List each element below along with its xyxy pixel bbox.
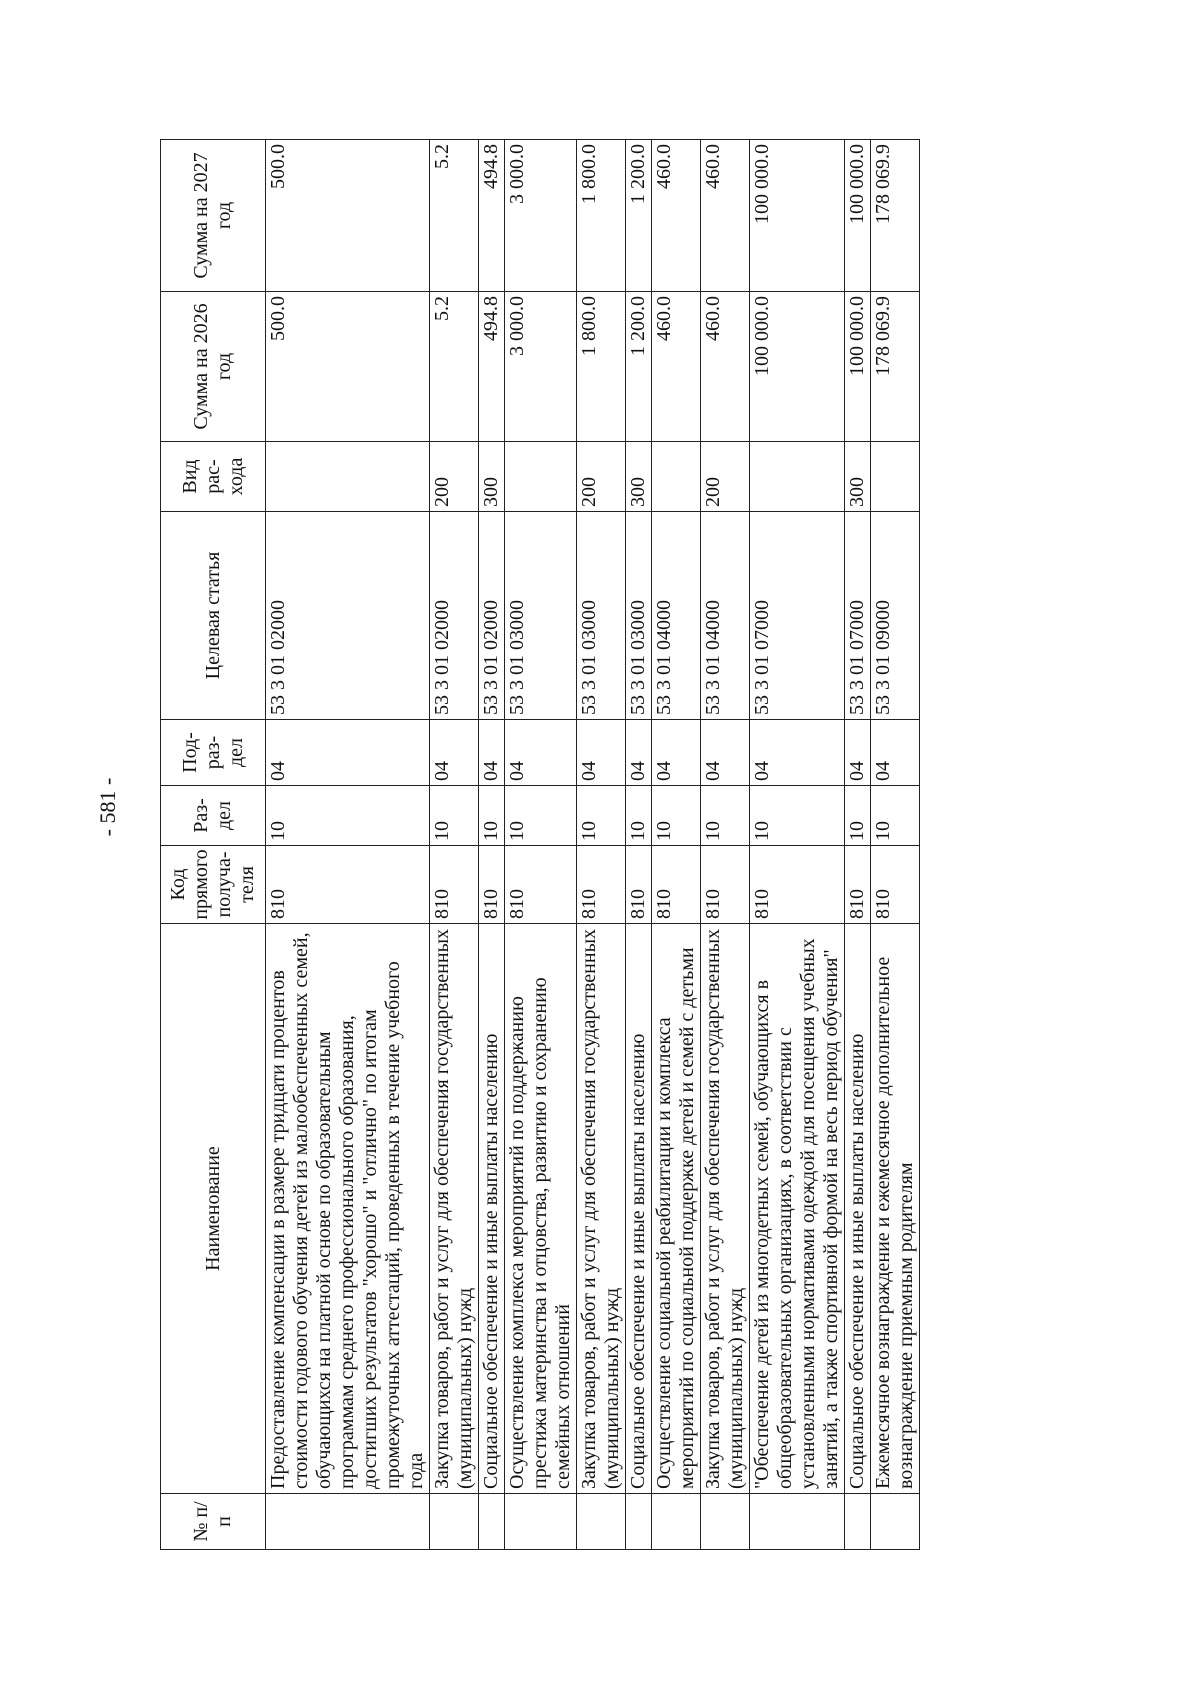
cell-vid (505, 442, 577, 512)
cell-celevaya: 53 3 01 04000 (701, 512, 750, 720)
cell-kod: 810 (430, 846, 479, 924)
header-kod: Код прямого получа-теля (161, 846, 266, 924)
cell-podrazdel: 04 (505, 720, 577, 786)
cell-celevaya: 53 3 01 03000 (577, 512, 626, 720)
cell-name: "Обеспечение детей из многодетных семей, обучающихся в общеобразовательных организациях, в соответствии с установленными нормативами одеждой для посещения учебных занятий, а также спортивной формой на весь период обучения" (750, 924, 845, 1494)
cell-podrazdel: 04 (626, 720, 652, 786)
cell-podrazdel: 04 (577, 720, 626, 786)
budget-table (160, 139, 920, 1550)
header-name: Наименование (161, 924, 266, 1494)
cell-no (479, 1494, 505, 1550)
cell-razdel: 10 (652, 786, 701, 846)
page-number: - 581 - (95, 777, 120, 837)
header-vid: Вид рас-хода (161, 442, 266, 512)
cell-name: Социальное обеспечение и иные выплаты населению (845, 924, 871, 1494)
cell-name: Предоставление компенсации в размере тридцати процентов стоимости годового обучения детей из малообеспеченных семей, обучающихся на платной основе по образовательным программам среднего профессионального образования, достигших результатов "хорошо" и "отлично" по итогам промежуточных аттестаций, проведенных в течение учебного года (266, 924, 430, 1494)
cell-vid (652, 442, 701, 512)
cell-sum-2027: 100 000.0 (750, 140, 845, 292)
table-row (577, 140, 626, 1550)
cell-kod: 810 (626, 846, 652, 924)
cell-no (845, 1494, 871, 1550)
cell-name: Осуществление комплекса мероприятий по поддержанию престижа материнства и отцовства, развитию и сохранению семейных отношений (505, 924, 577, 1494)
cell-razdel: 10 (626, 786, 652, 846)
cell-kod: 810 (750, 846, 845, 924)
cell-razdel: 10 (750, 786, 845, 846)
cell-razdel: 10 (701, 786, 750, 846)
table-row (505, 140, 577, 1550)
cell-vid (750, 442, 845, 512)
cell-razdel: 10 (430, 786, 479, 846)
cell-podrazdel: 04 (871, 720, 920, 786)
cell-sum-2026: 500.0 (266, 292, 430, 442)
cell-vid (266, 442, 430, 512)
cell-vid: 300 (626, 442, 652, 512)
cell-celevaya: 53 3 01 02000 (479, 512, 505, 720)
cell-sum-2026: 3 000.0 (505, 292, 577, 442)
cell-sum-2026: 100 000.0 (845, 292, 871, 442)
cell-vid: 300 (479, 442, 505, 512)
cell-sum-2026: 5.2 (430, 292, 479, 442)
cell-no (750, 1494, 845, 1550)
cell-sum-2026: 178 069.9 (871, 292, 920, 442)
table-row (626, 140, 652, 1550)
cell-name: Закупка товаров, работ и услуг для обеспечения государственных (муниципальных) нужд (430, 924, 479, 1494)
cell-name: Осуществление социальной реабилитации и комплекса мероприятий по социальной поддержке детей и семей с детьми (652, 924, 701, 1494)
table-row (701, 140, 750, 1550)
cell-sum-2027: 100 000.0 (845, 140, 871, 292)
table-header-row (161, 140, 266, 1550)
cell-name: Ежемесячное вознаграждение и ежемесячное дополнительное вознаграждение приемным родителям (871, 924, 920, 1494)
cell-celevaya: 53 3 01 07000 (845, 512, 871, 720)
cell-sum-2027: 178 069.9 (871, 140, 920, 292)
budget-table-sheet (160, 140, 1060, 1550)
cell-kod: 810 (505, 846, 577, 924)
table-row (266, 140, 430, 1550)
cell-no (266, 1494, 430, 1550)
table-body (266, 140, 920, 1550)
cell-podrazdel: 04 (266, 720, 430, 786)
cell-sum-2026: 1 800.0 (577, 292, 626, 442)
cell-podrazdel: 04 (701, 720, 750, 786)
header-sum-2026: Сумма на 2026 год (161, 292, 266, 442)
cell-kod: 810 (577, 846, 626, 924)
cell-vid: 200 (701, 442, 750, 512)
cell-podrazdel: 04 (845, 720, 871, 786)
table-row (430, 140, 479, 1550)
cell-celevaya: 53 3 01 07000 (750, 512, 845, 720)
header-celevaya: Целевая статья (161, 512, 266, 720)
cell-sum-2027: 5.2 (430, 140, 479, 292)
cell-no (652, 1494, 701, 1550)
table-row (871, 140, 920, 1550)
cell-razdel: 10 (505, 786, 577, 846)
cell-razdel: 10 (577, 786, 626, 846)
cell-kod: 810 (845, 846, 871, 924)
cell-vid: 200 (577, 442, 626, 512)
cell-sum-2026: 100 000.0 (750, 292, 845, 442)
cell-sum-2026: 460.0 (701, 292, 750, 442)
cell-sum-2027: 1 800.0 (577, 140, 626, 292)
cell-kod: 810 (871, 846, 920, 924)
cell-razdel: 10 (479, 786, 505, 846)
cell-podrazdel: 04 (652, 720, 701, 786)
cell-name: Социальное обеспечение и иные выплаты населению (479, 924, 505, 1494)
cell-sum-2027: 1 200.0 (626, 140, 652, 292)
cell-sum-2026: 460.0 (652, 292, 701, 442)
cell-celevaya: 53 3 01 09000 (871, 512, 920, 720)
cell-sum-2027: 500.0 (266, 140, 430, 292)
cell-podrazdel: 04 (479, 720, 505, 786)
cell-sum-2027: 494.8 (479, 140, 505, 292)
cell-no (430, 1494, 479, 1550)
cell-sum-2027: 460.0 (652, 140, 701, 292)
cell-kod: 810 (652, 846, 701, 924)
header-no: № п/п (161, 1494, 266, 1550)
cell-no (505, 1494, 577, 1550)
cell-sum-2026: 494.8 (479, 292, 505, 442)
cell-podrazdel: 04 (430, 720, 479, 786)
cell-razdel: 10 (871, 786, 920, 846)
cell-name: Социальное обеспечение и иные выплаты населению (626, 924, 652, 1494)
cell-razdel: 10 (845, 786, 871, 846)
header-sum-2027: Сумма на 2027 год (161, 140, 266, 292)
cell-razdel: 10 (266, 786, 430, 846)
header-razdel: Раз-дел (161, 786, 266, 846)
cell-podrazdel: 04 (750, 720, 845, 786)
cell-no (701, 1494, 750, 1550)
cell-no (626, 1494, 652, 1550)
cell-kod: 810 (266, 846, 430, 924)
cell-kod: 810 (701, 846, 750, 924)
table-row (652, 140, 701, 1550)
table-row (845, 140, 871, 1550)
cell-sum-2027: 460.0 (701, 140, 750, 292)
cell-vid (871, 442, 920, 512)
cell-no (577, 1494, 626, 1550)
table-row (479, 140, 505, 1550)
cell-kod: 810 (479, 846, 505, 924)
cell-no (871, 1494, 920, 1550)
cell-celevaya: 53 3 01 03000 (626, 512, 652, 720)
cell-celevaya: 53 3 01 03000 (505, 512, 577, 720)
cell-celevaya: 53 3 01 02000 (266, 512, 430, 720)
cell-vid: 200 (430, 442, 479, 512)
table-row (750, 140, 845, 1550)
cell-vid: 300 (845, 442, 871, 512)
cell-celevaya: 53 3 01 02000 (430, 512, 479, 720)
header-podrazdel: Под-раз-дел (161, 720, 266, 786)
cell-sum-2027: 3 000.0 (505, 140, 577, 292)
cell-name: Закупка товаров, работ и услуг для обеспечения государственных (муниципальных) нужд (577, 924, 626, 1494)
cell-sum-2026: 1 200.0 (626, 292, 652, 442)
cell-celevaya: 53 3 01 04000 (652, 512, 701, 720)
cell-name: Закупка товаров, работ и услуг для обеспечения государственных (муниципальных) нужд (701, 924, 750, 1494)
